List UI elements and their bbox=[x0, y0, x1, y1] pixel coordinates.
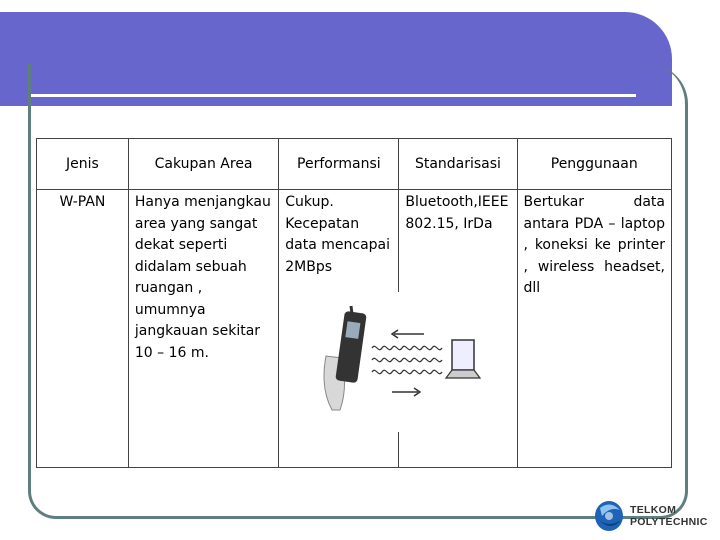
cell-penggunaan: Bertukar data antara PDA – laptop , koneksi ke printer , wireless headset, dll bbox=[523, 194, 665, 296]
header-standarisasi: Standarisasi bbox=[399, 139, 517, 190]
wireless-signal-icon bbox=[372, 330, 442, 396]
header-performansi: Performansi bbox=[279, 139, 399, 190]
cell-standarisasi: Bluetooth,IEEE 802.15, IrDa bbox=[405, 194, 509, 232]
bluetooth-illustration bbox=[318, 292, 486, 432]
header-penggunaan: Penggunaan bbox=[517, 139, 672, 190]
cell-performansi: Cukup. Kecepatan data mencapai 2MBps bbox=[285, 194, 391, 275]
mobile-phone-icon bbox=[324, 306, 367, 410]
laptop-icon bbox=[446, 340, 480, 378]
logo-line-polytechnic: POLYTECHNIC bbox=[630, 516, 708, 528]
telkom-polytechnic-logo bbox=[594, 498, 714, 538]
telkom-logo-icon bbox=[594, 498, 626, 534]
cell-jenis: W-PAN bbox=[59, 194, 106, 210]
table-header-row bbox=[37, 139, 672, 190]
header-cakupan-area: Cakupan Area bbox=[128, 139, 278, 190]
logo-line-telkom: TELKOM bbox=[630, 504, 677, 516]
header-jenis: Jenis bbox=[37, 139, 129, 190]
cell-cakupan-area: Hanya menjangkau area yang sangat dekat seperti didalam sebuah ruangan , umumnya jangkauan sekitar 10 – 16 m. bbox=[134, 194, 271, 361]
